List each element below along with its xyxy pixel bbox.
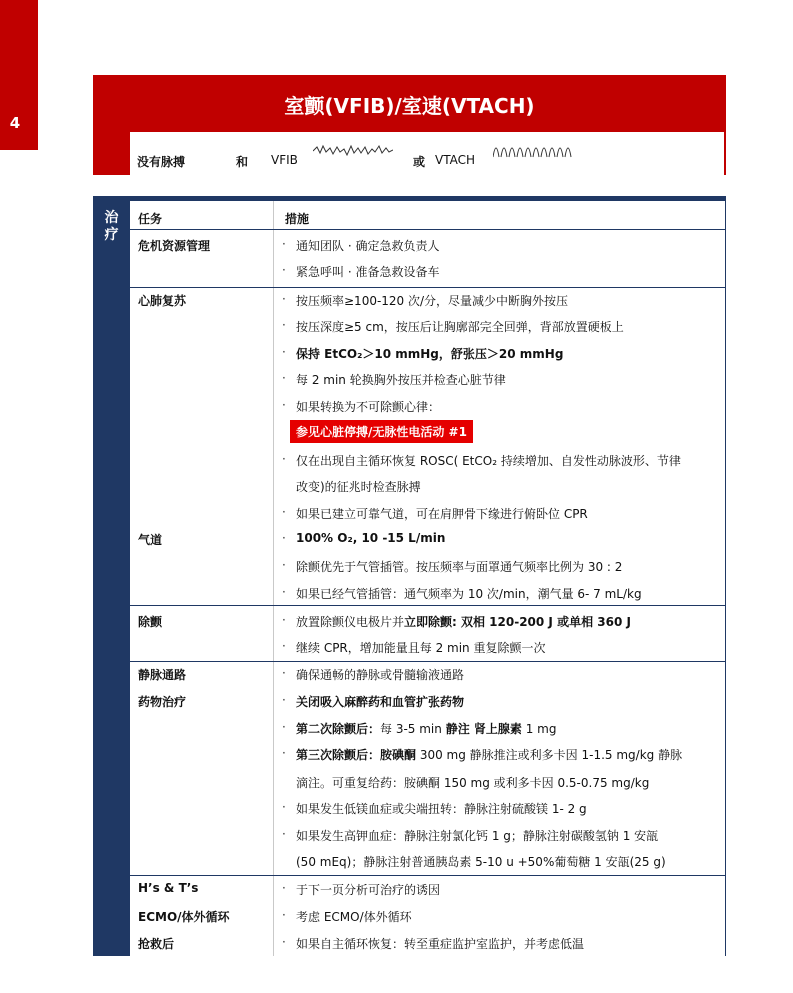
vfib-waveform-icon xyxy=(313,141,393,159)
bullet: · xyxy=(282,237,286,251)
bullet: · xyxy=(282,881,286,895)
or-label: 或 xyxy=(413,155,426,169)
and-label: 和 xyxy=(236,155,249,169)
page-title: 室颤(VFIB)/室速(VTACH) xyxy=(284,94,535,118)
bullet: · xyxy=(282,452,286,466)
bullet: · xyxy=(282,558,286,572)
bullet: · xyxy=(282,639,286,653)
section-divider xyxy=(130,661,726,662)
bullet: · xyxy=(282,371,286,385)
task-label: 静脉通路 xyxy=(138,668,187,682)
task-label: 除颤 xyxy=(138,615,163,629)
vfib-label: VFIB xyxy=(271,153,298,167)
measure-text: 滴注。可重复给药：胺碘酮 150 mg 或利多卡因 0.5-0.75 mg/kg xyxy=(296,776,650,790)
vtach-waveform-icon xyxy=(493,137,575,163)
measure-text: 保持 EtCO₂＞10 mmHg，舒张压＞20 mmHg xyxy=(296,347,564,361)
bullet: · xyxy=(282,666,286,680)
cross-reference-box: 参见心脏停搏/无脉性电活动 #1 xyxy=(290,420,473,443)
measure-text: 考虑 ECMO/体外循环 xyxy=(296,910,412,924)
subheader-right-accent xyxy=(724,132,726,175)
header-box xyxy=(93,75,726,175)
page-number: 4 xyxy=(9,114,21,132)
measure-text: 100% O₂, 10 -15 L/min xyxy=(296,531,446,545)
table-right-border xyxy=(725,201,726,956)
column-header-measure: 措施 xyxy=(285,212,310,226)
measure-text: 除颤优先于气管插管。按压频率与面罩通气频率比例为 30 : 2 xyxy=(296,560,623,574)
measure-text: 改变)的征兆时检查脉搏 xyxy=(296,480,421,494)
bullet: · xyxy=(282,398,286,412)
bullet: · xyxy=(282,827,286,841)
vtach-label: VTACH xyxy=(435,153,476,167)
task-label: 抢救后 xyxy=(138,937,175,951)
task-label: 心肺复苏 xyxy=(138,294,187,308)
bullet: · xyxy=(282,613,286,627)
measure-text: 继续 CPR，增加能量且每 2 min 重复除颤一次 xyxy=(296,641,546,655)
title-bar xyxy=(93,75,726,132)
measure-text: 按压深度≥5 cm，按压后让胸廓部完全回弹，背部放置硬板上 xyxy=(296,320,624,334)
bullet: · xyxy=(282,585,286,599)
treatment-side-label-column xyxy=(93,196,130,956)
measure-text: 关闭吸入麻醉药和血管扩张药物 xyxy=(296,695,465,709)
table-top-border xyxy=(93,196,726,201)
bullet: · xyxy=(282,693,286,707)
treatment-side-label: 治 疗 xyxy=(104,210,119,243)
measure-text: 如果发生高钾血症：静脉注射氯化钙 1 g；静脉注射碳酸氢钠 1 安瓿 xyxy=(296,829,659,843)
section-divider xyxy=(130,875,726,876)
measure-text: 确保通畅的静脉或骨髓输液通路 xyxy=(296,668,465,682)
measure-text: 紧急呼叫 · 准备急救设备车 xyxy=(296,265,440,279)
measure-text: 如果已经气管插管：通气频率为 10 次/min，潮气量 6- 7 mL/kg xyxy=(296,587,642,601)
task-label: H’s & T’s xyxy=(138,881,199,895)
measure-text: 通知团队 · 确定急救负责人 xyxy=(296,239,440,253)
task-label: 危机资源管理 xyxy=(138,239,211,253)
measure-text: (50 mEq)；静脉注射普通胰岛素 5-10 u +50%葡萄糖 1 安瓿(25 g) xyxy=(296,855,666,869)
bullet: · xyxy=(282,292,286,306)
column-header-task: 任务 xyxy=(138,212,163,226)
section-divider xyxy=(130,287,726,288)
header-divider xyxy=(130,229,726,230)
measure-text: 于下一页分析可治疗的诱因 xyxy=(296,883,441,897)
bullet: · xyxy=(282,345,286,359)
measure-text: 每 2 min 轮换胸外按压并检查心脏节律 xyxy=(296,373,506,387)
bullet: · xyxy=(282,800,286,814)
bullet: · xyxy=(282,263,286,277)
bullet: · xyxy=(282,531,286,545)
measure-text: 按压频率≥100-120 次/分，尽量减少中断胸外按压 xyxy=(296,294,569,308)
subheader-left-accent xyxy=(93,132,130,175)
treatment-table xyxy=(93,196,726,956)
bullet: · xyxy=(282,935,286,949)
task-label: 药物治疗 xyxy=(138,695,187,709)
task-label: 气道 xyxy=(138,533,163,547)
measure-text: 仅在出现自主循环恢复 ROSC( EtCO₂ 持续增加、自发性动脉波形、节律 xyxy=(296,454,681,468)
page-tab xyxy=(0,0,38,150)
measure-text: 如果自主循环恢复：转至重症监护室监护，并考虑低温 xyxy=(296,937,585,951)
bullet: · xyxy=(282,720,286,734)
bullet: · xyxy=(282,908,286,922)
measure-text: 第二次除颤后：每 3-5 min 静注 肾上腺素 1 mg xyxy=(296,722,557,736)
measure-text: 第三次除颤后：胺碘酮 300 mg 静脉推注或利多卡因 1-1.5 mg/kg 静脉 xyxy=(296,748,683,762)
column-divider xyxy=(273,201,274,956)
bullet: · xyxy=(282,746,286,760)
measure-text: 放置除颤仪电极片并立即除颤: 双相 120-200 J 或单相 360 J xyxy=(296,615,631,629)
bullet: · xyxy=(282,505,286,519)
measure-text: 如果已建立可靠气道，可在肩胛骨下缘进行俯卧位 CPR xyxy=(296,507,588,521)
measure-text: 如果转换为不可除颤心律： xyxy=(296,400,441,414)
task-label: ECMO/体外循环 xyxy=(138,910,230,924)
bullet: · xyxy=(282,318,286,332)
no-pulse-label: 没有脉搏 xyxy=(137,155,186,169)
section-divider xyxy=(130,605,726,606)
measure-text: 如果发生低镁血症或尖端扭转：静脉注射硫酸镁 1- 2 g xyxy=(296,802,587,816)
